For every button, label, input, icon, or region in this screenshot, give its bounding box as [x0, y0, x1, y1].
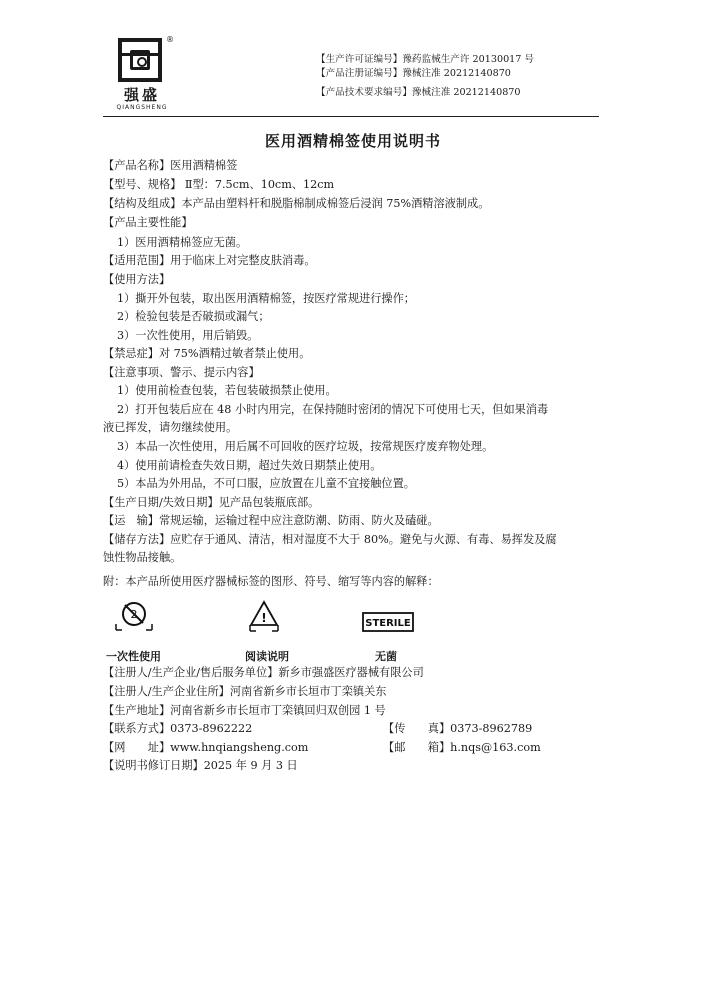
no-reuse-icon: [112, 598, 156, 634]
usage-heading: 【使用方法】: [103, 273, 171, 286]
caution-item-2-cont: 液已挥发，请勿继续使用。: [103, 421, 238, 434]
logo-text-en: QIANGSHENG: [116, 104, 168, 111]
contraindication: 【禁忌症】对 75%酒精过敏者禁止使用。: [103, 347, 311, 360]
appendix: 附：本产品所使用医疗器械标签的图形、符号、缩写等内容的解释：: [103, 575, 439, 588]
logo-icon: [118, 38, 162, 82]
performance-item: 1）医用酒精棉签应无菌。: [117, 236, 248, 249]
registrant-address: 【注册人/生产企业住所】河南省新乡市长垣市丁栾镇关东: [103, 685, 387, 698]
model-spec: 【型号、规格】 Ⅱ型：7.5cm、10cm、12cm: [103, 178, 335, 191]
logo-dot: [137, 57, 147, 67]
caution-item-3: 3）本品一次性使用，用后属不可回收的医疗垃圾，按常规医疗废弃物处理。: [117, 440, 494, 453]
structure: 【结构及组成】本产品由塑料杆和脱脂棉制成棉签后浸润 75%酒精溶液制成。: [103, 197, 490, 210]
license-number: 【生产许可证编号】豫药监械生产许 20130017 号: [316, 54, 535, 65]
usage-item-3: 3）一次性使用，用后销毁。: [117, 329, 259, 342]
storage-cont: 蚀性物品接触。: [103, 551, 182, 564]
performance-heading: 【产品主要性能】: [103, 216, 193, 229]
caution-item-2: 2）打开包装后应在 48 小时内用完，在保持随时密闭的情况下可使用七天，但如果消毒: [117, 403, 549, 416]
logo-inner: [130, 50, 150, 70]
sterile-caption: 无菌: [375, 650, 397, 663]
factory-address: 【生产地址】河南省新乡市长垣市丁栾镇回归双创园 1 号: [103, 704, 386, 717]
storage: 【储存方法】应贮存于通风、清洁，相对湿度不大于 80%。避免与火源、有毒、易挥发及腐: [103, 533, 557, 546]
page-title: 医用酒精棉签使用说明书: [264, 132, 441, 150]
logo-text-cn: 强盛: [123, 86, 160, 104]
registrant: 【注册人/生产企业/售后服务单位】新乡市强盛医疗器械有限公司: [103, 666, 424, 679]
sterile-icon: [362, 612, 414, 632]
warning-icon: [246, 598, 282, 634]
caution-item-5: 5）本品为外用品，不可口服，应放置在儿童不宜接触位置。: [117, 477, 415, 490]
no-reuse-mark: 2: [130, 608, 138, 621]
header-divider: [103, 116, 599, 117]
registration-number: 【产品注册证编号】豫械注准 20212140870: [316, 68, 511, 79]
read-manual-caption: 阅读说明: [245, 650, 289, 663]
caution-item-1: 1）使用前检查包装，若包装破损禁止使用。: [117, 384, 337, 397]
scope: 【适用范围】用于临床上对完整皮肤消毒。: [103, 254, 316, 267]
warning-mark: !: [261, 611, 267, 625]
registered-mark: ®: [166, 35, 174, 44]
revision-date: 【说明书修订日期】2025 年 9 月 3 日: [103, 759, 298, 772]
product-name: 【产品名称】医用酒精棉签: [103, 159, 238, 172]
dates: 【生产日期/失效日期】见产品包装瓶底部。: [103, 496, 320, 509]
fax: 【传 真】0373-8962789: [383, 722, 533, 735]
tech-requirement-number: 【产品技术要求编号】豫械注准 20212140870: [316, 87, 521, 98]
transport: 【运 输】常规运输，运输过程中应注意防潮、防雨、防火及磕碰。: [103, 514, 439, 527]
usage-item-1: 1）撕开外包装，取出医用酒精棉签，按医疗常规进行操作；: [117, 292, 415, 305]
sterile-label: STERILE: [365, 618, 411, 629]
contact-phone: 【联系方式】0373-8962222: [103, 722, 253, 735]
email-link[interactable]: 【邮 箱】h.nqs@163.com: [383, 741, 541, 754]
caution-item-4: 4）使用前请检查失效日期，超过失效日期禁止使用。: [117, 459, 382, 472]
usage-item-2: 2）检验包装是否破损或漏气；: [117, 310, 270, 323]
website-link[interactable]: 【网 址】www.hnqiangsheng.com: [103, 741, 309, 754]
single-use-caption: 一次性使用: [106, 650, 161, 663]
caution-heading: 【注意事项、警示、提示内容】: [103, 366, 260, 379]
